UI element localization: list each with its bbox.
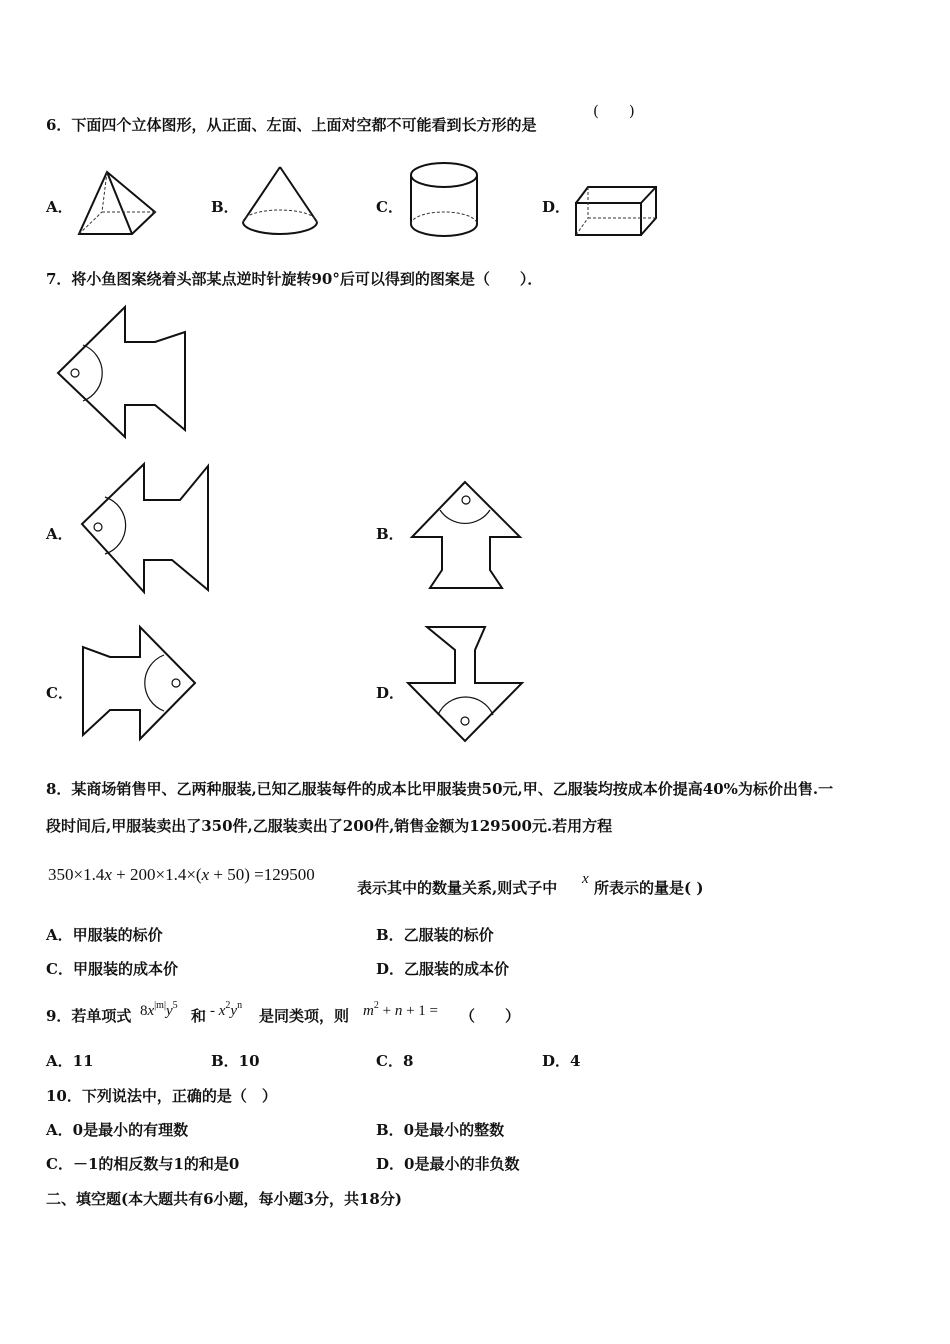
q7-option-a: A． (46, 525, 73, 543)
q8-after: 表示其中的数量关系,则式子中 (357, 879, 558, 897)
q7-option-d: D． (376, 684, 405, 702)
q9-mid: 是同类项，则 (259, 1007, 350, 1025)
q8-option-d: D．乙服装的成本价 (376, 960, 510, 978)
q7-option-b-figure (410, 480, 525, 595)
q6-option-c: C． (376, 198, 403, 216)
cuboid-icon (574, 183, 664, 243)
q7-option-b: B． (376, 525, 404, 543)
q8-line2: 段时间后,甲服装卖出了350件,乙服装卖出了200件,销售金额为129500元.若用方程 (46, 817, 613, 835)
q9-monomial-2: - $x^2y^n$ (210, 1000, 243, 1019)
section-2-title: 二、填空题(本大题共有6小题，每小题3分，共18分) (46, 1190, 402, 1208)
q9-monomial-1: $8x^{|m|}y^5$ (140, 1000, 178, 1019)
q8-after2: 所表示的量是( ) (594, 879, 704, 897)
q7-text: 7．将小鱼图案绕着头部某点逆时针旋转90°后可以得到的图案是（ ）． (46, 270, 543, 288)
original-fish-figure (55, 305, 195, 440)
q10-option-b: B．0是最小的整数 (376, 1121, 505, 1139)
q6-text: 6．下面四个立体图形，从正面、左面、上面对空都不可能看到长方形的是 (46, 116, 537, 134)
q6-option-a: A． (46, 198, 73, 216)
q9-option-d: D．4 (542, 1052, 581, 1070)
q8-option-b: B．乙服装的标价 (376, 926, 494, 944)
q7-option-a-figure (80, 462, 215, 597)
q8-option-c: C．甲服装的成本价 (46, 960, 178, 978)
q9-option-c: C．8 (376, 1052, 414, 1070)
q9-option-b: B．10 (211, 1052, 260, 1070)
q8-var: x (582, 871, 589, 887)
q8-line1: 8．某商场销售甲、乙两种服装,已知乙服装每件的成本比甲服装贵50元,甲、乙服装均按成本价提高40%为标价出售.一 (46, 780, 834, 798)
q10-option-d: D．0是最小的非负数 (376, 1155, 520, 1173)
q9-option-a: A．11 (46, 1052, 94, 1070)
q7-option-d-figure (405, 625, 525, 745)
q6-paren: ( ) (593, 102, 635, 120)
q10-text: 10．下列说法中，正确的是（ ） (46, 1087, 277, 1105)
q10-option-a: A．0是最小的有理数 (46, 1121, 189, 1139)
q9-paren: （ ） (460, 1007, 521, 1025)
cylinder-icon (408, 160, 483, 240)
q6-option-b: B． (211, 198, 239, 216)
q7-option-c: C． (46, 684, 73, 702)
q6-option-d: D． (542, 198, 571, 216)
q7-option-c-figure (78, 625, 198, 745)
q10-option-c: C．－1的相反数与1的和是0 (46, 1155, 240, 1173)
q9-expression: $m^2 + n + 1$ = (363, 1000, 438, 1019)
q8-equation: 350×1.4x + 200×1.4×(x + 50) =129500 (48, 865, 315, 884)
pyramid-icon (75, 170, 165, 242)
q9-and: 和 (191, 1007, 207, 1025)
q8-option-a: A．甲服装的标价 (46, 926, 163, 944)
cone-icon (240, 165, 320, 240)
q9-prefix: 9．若单项式 (46, 1007, 132, 1025)
